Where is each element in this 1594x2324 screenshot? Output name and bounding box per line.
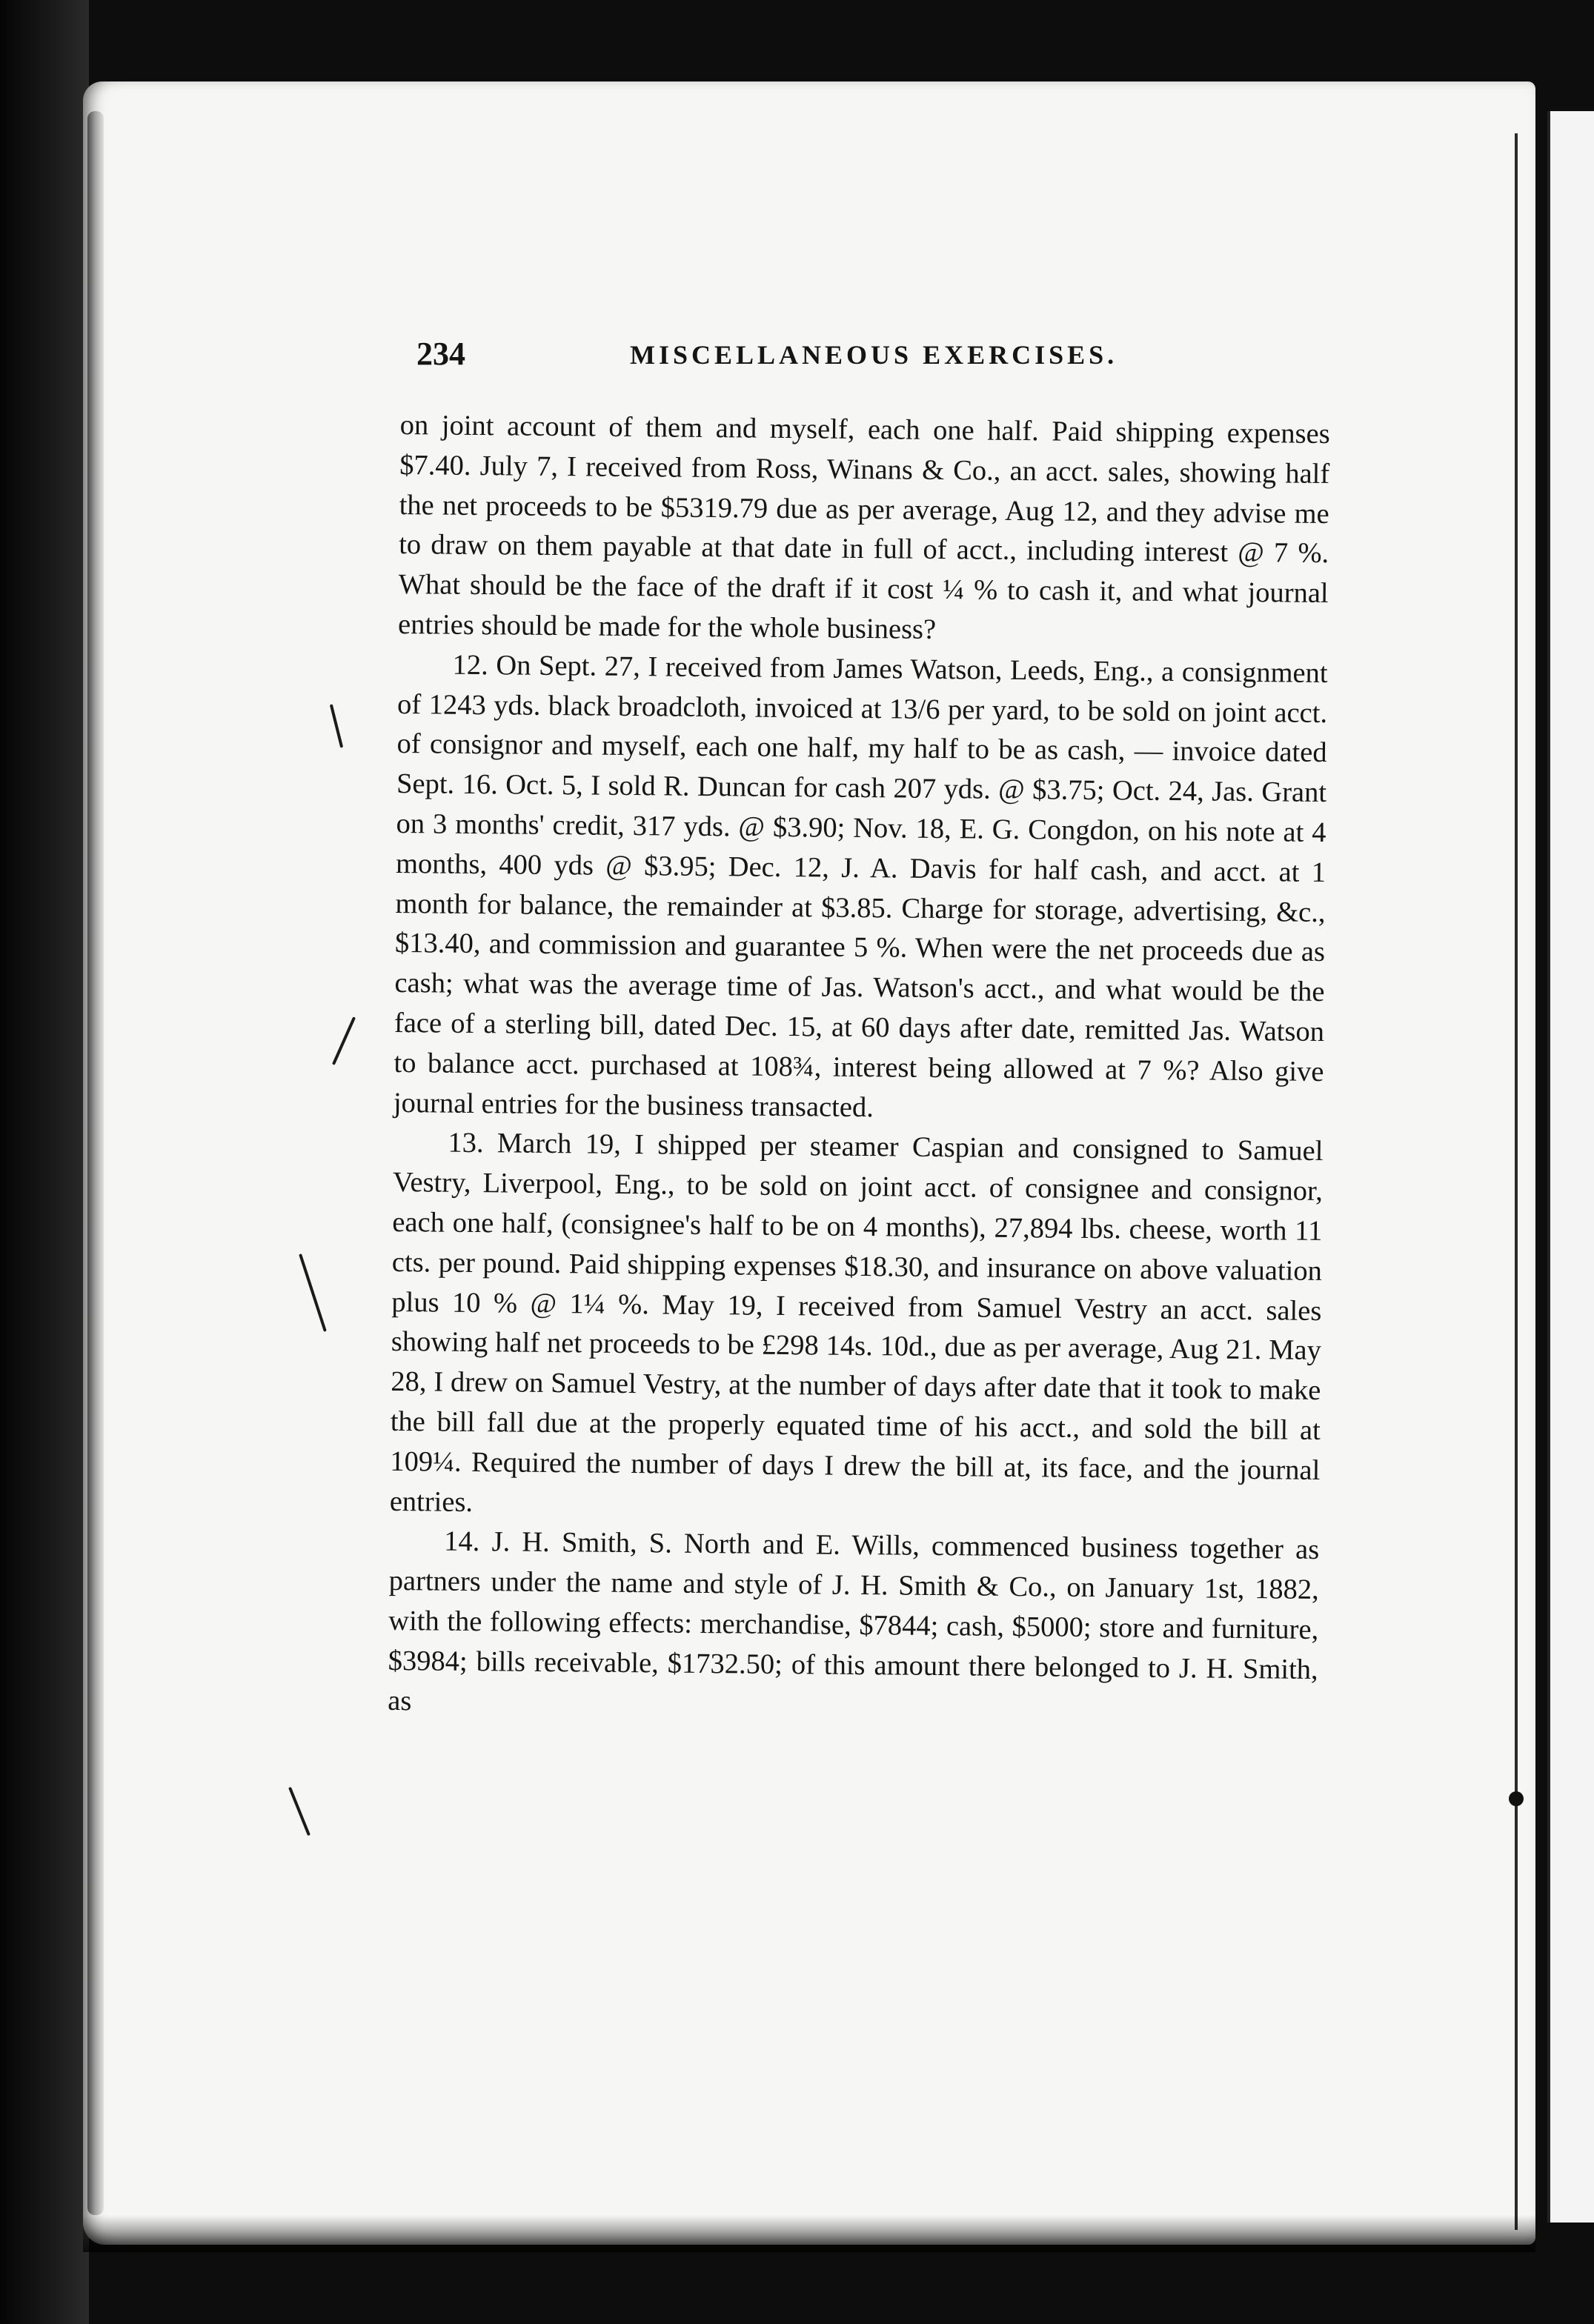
page-edge-line — [1515, 133, 1518, 2230]
paragraph-continuation: on joint account of them and myself, each one half. Paid shipping expenses $7.40. July 7, I received from Ross, Winans & Co., an acct. sales, showing half the net proceeds to be $5319.79 due as per average, Aug 12, and they advise me to draw on them payable at that date in full of acct., including interest @ 7 %. What should be the face of the draft if it cost ¼ % to cash it, and what journal entries should be made for the whole business? — [397, 409, 1330, 645]
bottom-shadow — [83, 2215, 1535, 2252]
adjacent-page-edge — [1547, 111, 1594, 2223]
page-number: 234 — [416, 336, 465, 372]
problem-12: 12. On Sept. 27, I received from James Watson, Leeds, Eng., a consignment of 1243 yds. black broadcloth, invoiced at 13/6 per yard, to be sold on joint acct. of consignor and myself, each one half, my half to be as cash, — invoice dated Sept. 16. Oct. 5, I sold R. Duncan for cash 207 yds. @ $3.75; Oct. 24, Jas. Grant on 3 months' credit, 317 yds. @ $3.90; Nov. 18, E. G. Congdon, on his note at 4 months, 400 yds @ $3.95; Dec. 12, J. A. Davis for half cash, and acct. at 1 month for balance, the remainder at $3.85. Charge for storage, advertising, &c., $13.40, and commission and guarantee 5 %. When were the net proceeds due as cash; what was the average time of Jas. Watson's acct., and what would be the face of a sterling bill, dated Dec. 15, at 60 days after date, remitted Jas. Watson to balance acct. purchased at 108¾, interest being allowed at 7 %? Also give journal entries for the business transacted. — [393, 649, 1328, 1123]
header-title: MISCELLANEOUS EXERCISES. — [630, 340, 1118, 370]
body-text — [388, 406, 1330, 1730]
book-binding — [0, 0, 89, 2324]
page-gutter — [87, 111, 104, 2215]
problem-14: 14. J. H. Smith, S. North and E. Wills, commenced business together as partners under the name and style of J. H. Smith & Co., on January 1st, 1882, with the following effects: merchandise, $7844; cash, $5000; store and furniture, $3984; bills receivable, $1732.50; of this amount there belonged to J. H. Smith, as — [388, 1525, 1320, 1717]
running-head — [416, 335, 1513, 379]
problem-13: 13. March 19, I shipped per steamer Caspian and consigned to Samuel Vestry, Liverpool, Eng., to be sold on joint acct. of consignee and consignor, each one half, (consignee's half to be on 4 months), 27,894 lbs. cheese, worth 11 cts. per pound. Paid shipping expenses $18.30, and insurance on above valuation plus 10 % @ 1¼ %. May 19, I received from Samuel Vestry an acct. sales showing half net proceeds to be £298 14s. 10d., due as per average, Aug 21. May 28, I drew on Samuel Vestry, at the number of days after date that it took to make the bill fall due at the properly equated time of his acct., and sold the bill at 109¼. Required the number of days I drew the bill at, its face, and the journal entries. — [389, 1128, 1324, 1518]
edge-mark — [1509, 1791, 1524, 1806]
